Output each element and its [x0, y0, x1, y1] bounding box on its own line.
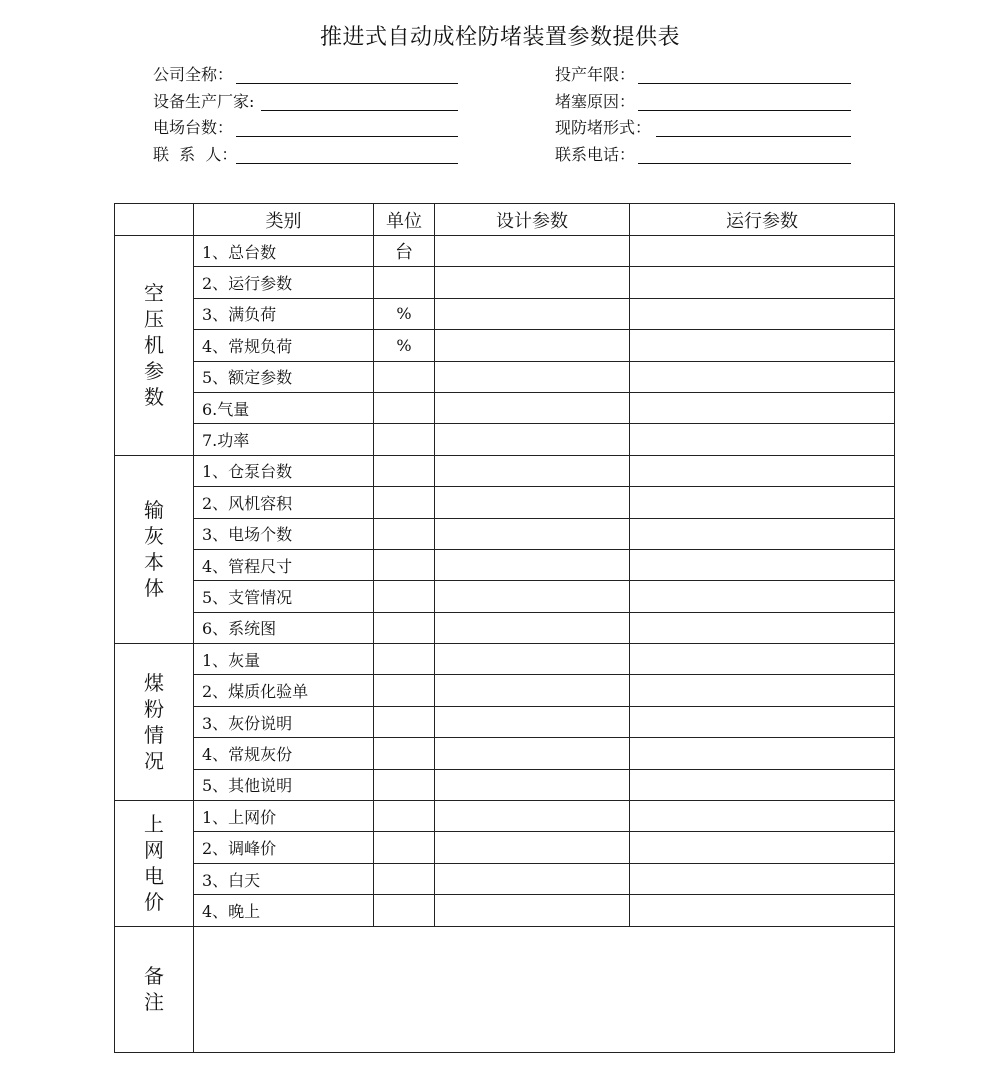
row-item-label: 1、上网价	[194, 801, 374, 832]
operation-value-cell[interactable]	[630, 424, 895, 455]
design-value-cell[interactable]	[435, 769, 630, 800]
operation-value-cell[interactable]	[630, 236, 895, 267]
table-row	[115, 675, 895, 706]
row-unit-cell	[374, 675, 435, 706]
group-category-cell	[115, 801, 194, 927]
design-value-cell[interactable]	[435, 330, 630, 361]
company-name-line	[236, 83, 458, 84]
contact-phone-label: 联系电话：	[555, 145, 636, 164]
operation-value-cell[interactable]	[630, 330, 895, 361]
operation-value-cell[interactable]	[630, 361, 895, 392]
table-row	[115, 455, 895, 486]
row-item-label: 6.气量	[194, 392, 374, 423]
table-row	[115, 612, 895, 643]
parameter-table	[114, 203, 895, 1053]
table-row	[115, 549, 895, 580]
table-row	[115, 706, 895, 737]
design-value-cell[interactable]	[435, 612, 630, 643]
group-category-label: 空压机参数	[144, 281, 164, 410]
row-unit-cell	[374, 455, 435, 486]
commission-years-label: 投产年限：	[555, 65, 636, 84]
company-name-field[interactable]	[153, 64, 458, 86]
manufacturer-line	[261, 110, 458, 111]
design-value-cell[interactable]	[435, 863, 630, 894]
row-unit-cell	[374, 769, 435, 800]
table-row	[115, 361, 895, 392]
row-item-label: 2、运行参数	[194, 267, 374, 298]
row-unit-cell	[374, 801, 435, 832]
row-item-label: 2、调峰价	[194, 832, 374, 863]
row-item-label: 4、常规灰份	[194, 738, 374, 769]
row-item-label: 5、其他说明	[194, 769, 374, 800]
row-unit-cell: 台	[374, 236, 435, 267]
contact-person-field[interactable]	[153, 144, 458, 166]
group-category-label: 上网电价	[144, 812, 164, 915]
operation-value-cell[interactable]	[630, 769, 895, 800]
table-row	[115, 298, 895, 329]
row-unit-cell	[374, 581, 435, 612]
operation-value-cell[interactable]	[630, 675, 895, 706]
group-category-label: 煤粉情况	[144, 671, 164, 774]
row-item-label: 4、管程尺寸	[194, 549, 374, 580]
manufacturer-label: 设备生产厂家:	[153, 92, 255, 111]
group-category-cell	[115, 455, 194, 643]
contact-person-line	[236, 163, 458, 164]
group-category-label: 输灰本体	[144, 498, 164, 601]
design-value-cell[interactable]	[435, 675, 630, 706]
row-item-label: 3、白天	[194, 863, 374, 894]
table-row	[115, 895, 895, 926]
remarks-label-cell	[115, 926, 194, 1052]
manufacturer-field[interactable]	[153, 91, 458, 113]
design-value-cell[interactable]	[435, 801, 630, 832]
design-value-cell[interactable]	[435, 487, 630, 518]
group-category-cell	[115, 236, 194, 456]
remarks-input-area[interactable]	[194, 926, 895, 1052]
row-unit-cell	[374, 549, 435, 580]
remarks-label: 备注	[144, 964, 164, 1015]
design-value-cell[interactable]	[435, 424, 630, 455]
contact-person-label: 联 系 人：	[153, 145, 238, 164]
row-unit-cell	[374, 361, 435, 392]
operation-value-cell[interactable]	[630, 738, 895, 769]
row-item-label: 2、风机容积	[194, 487, 374, 518]
current-prevention-field[interactable]	[555, 117, 851, 139]
row-item-label: 4、晚上	[194, 895, 374, 926]
design-value-cell[interactable]	[435, 549, 630, 580]
table-row	[115, 267, 895, 298]
row-unit-cell	[374, 706, 435, 737]
design-value-cell[interactable]	[435, 236, 630, 267]
blockage-cause-line	[638, 110, 851, 111]
table-row	[115, 863, 895, 894]
operation-value-cell[interactable]	[630, 267, 895, 298]
field-count-line	[236, 136, 458, 137]
design-value-cell[interactable]	[435, 738, 630, 769]
row-item-label: 3、满负荷	[194, 298, 374, 329]
operation-value-cell[interactable]	[630, 298, 895, 329]
row-unit-cell	[374, 267, 435, 298]
group-category-cell	[115, 644, 194, 801]
current-prevention-line	[656, 136, 851, 137]
table-row	[115, 801, 895, 832]
header-unit: 单位	[374, 204, 435, 236]
table-row	[115, 392, 895, 423]
operation-value-cell[interactable]	[630, 612, 895, 643]
row-item-label: 2、煤质化验单	[194, 675, 374, 706]
operation-value-cell[interactable]	[630, 487, 895, 518]
row-unit-cell	[374, 392, 435, 423]
row-unit-cell	[374, 424, 435, 455]
row-unit-cell	[374, 487, 435, 518]
design-value-cell[interactable]	[435, 706, 630, 737]
design-value-cell[interactable]	[435, 644, 630, 675]
design-value-cell[interactable]	[435, 895, 630, 926]
operation-value-cell[interactable]	[630, 518, 895, 549]
row-unit-cell	[374, 518, 435, 549]
remarks-row	[115, 926, 895, 1052]
design-value-cell[interactable]	[435, 392, 630, 423]
design-value-cell[interactable]	[435, 361, 630, 392]
field-count-field[interactable]	[153, 117, 458, 139]
design-value-cell[interactable]	[435, 267, 630, 298]
operation-value-cell[interactable]	[630, 832, 895, 863]
page-title: 推进式自动成栓防堵装置参数提供表	[319, 25, 680, 50]
row-item-label: 1、仓泵台数	[194, 455, 374, 486]
header-category: 类别	[194, 204, 374, 236]
row-unit-cell: %	[374, 330, 435, 361]
header-blank	[115, 204, 194, 236]
design-value-cell[interactable]	[435, 832, 630, 863]
table-row	[115, 487, 895, 518]
table-row	[115, 236, 895, 267]
current-prevention-label: 现防堵形式：	[555, 118, 652, 137]
row-unit-cell	[374, 738, 435, 769]
row-item-label: 3、电场个数	[194, 518, 374, 549]
blockage-cause-label: 堵塞原因：	[555, 92, 636, 111]
table-row	[115, 581, 895, 612]
operation-value-cell[interactable]	[630, 581, 895, 612]
operation-value-cell[interactable]	[630, 455, 895, 486]
operation-value-cell[interactable]	[630, 863, 895, 894]
table-row	[115, 644, 895, 675]
table-row	[115, 769, 895, 800]
table-row	[115, 738, 895, 769]
operation-value-cell[interactable]	[630, 644, 895, 675]
row-item-label: 1、灰量	[194, 644, 374, 675]
row-unit-cell	[374, 895, 435, 926]
table-body	[115, 236, 895, 1053]
row-item-label: 5、支管情况	[194, 581, 374, 612]
table-row	[115, 518, 895, 549]
row-item-label: 4、常规负荷	[194, 330, 374, 361]
operation-value-cell[interactable]	[630, 801, 895, 832]
row-item-label: 3、灰份说明	[194, 706, 374, 737]
design-value-cell[interactable]	[435, 518, 630, 549]
table-row	[115, 424, 895, 455]
row-unit-cell	[374, 644, 435, 675]
row-unit-cell	[374, 863, 435, 894]
commission-years-line	[638, 83, 851, 84]
design-value-cell[interactable]	[435, 581, 630, 612]
operation-value-cell[interactable]	[630, 895, 895, 926]
operation-value-cell[interactable]	[630, 706, 895, 737]
row-unit-cell	[374, 832, 435, 863]
field-count-label: 电场台数：	[153, 118, 234, 137]
header-operation: 运行参数	[630, 204, 895, 236]
row-item-label: 5、额定参数	[194, 361, 374, 392]
operation-value-cell[interactable]	[630, 549, 895, 580]
company-name-label: 公司全称：	[153, 65, 234, 84]
header-design: 设计参数	[435, 204, 630, 236]
table-row	[115, 330, 895, 361]
row-unit-cell: %	[374, 298, 435, 329]
row-item-label: 1、总台数	[194, 236, 374, 267]
design-value-cell[interactable]	[435, 298, 630, 329]
table-row	[115, 832, 895, 863]
row-item-label: 7.功率	[194, 424, 374, 455]
contact-phone-field[interactable]	[555, 144, 851, 166]
design-value-cell[interactable]	[435, 455, 630, 486]
commission-years-field[interactable]	[555, 64, 851, 86]
operation-value-cell[interactable]	[630, 392, 895, 423]
row-unit-cell	[374, 612, 435, 643]
contact-phone-line	[638, 163, 851, 164]
table-header-row	[115, 204, 895, 236]
blockage-cause-field[interactable]	[555, 91, 851, 113]
row-item-label: 6、系统图	[194, 612, 374, 643]
